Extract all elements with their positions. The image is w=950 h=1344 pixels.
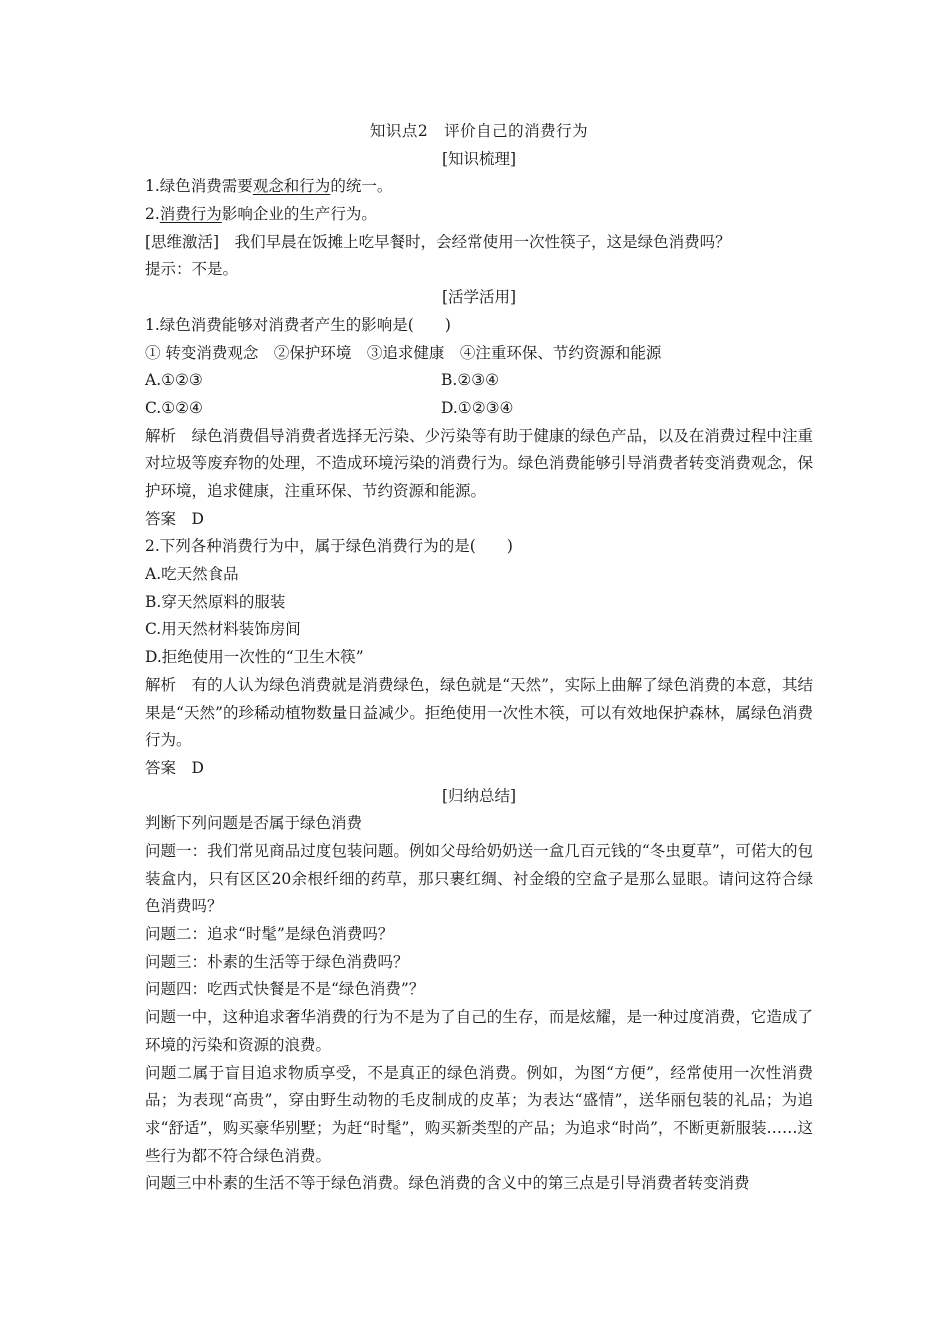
- section-heading-practice: [活学活用]: [441, 288, 517, 307]
- question-1-analysis: 解析 绿色消费倡导消费者选择无污染、少污染等有助于健康的绿色产品，以及在消费过程中注重对垃圾等废弃物的处理，不造成环境污染的消费行为。绿色消费能够引导消费者转变消费观念，保护环境，追求健康，注重环保、节约资源和能源。: [145, 426, 813, 500]
- section-heading-knowledge: [知识梳理]: [441, 149, 517, 168]
- knowledge-item-1-prefix: 1.绿色消费需要: [145, 177, 253, 196]
- question-1-items: ① 转变消费观念 ②保护环境 ③追求健康 ④注重环保、节约资源和能源: [145, 343, 662, 362]
- question-1-option-c: C.①②④: [145, 398, 203, 417]
- summary-problem-2: 问题二：追求“时髦”是绿色消费吗？: [145, 925, 394, 944]
- knowledge-item-1: [145, 173, 813, 201]
- question-2-answer: 答案 D: [145, 758, 204, 777]
- section-heading-summary: [归纳总结]: [441, 786, 517, 805]
- summary-problem-4: 问题四：吃西式快餐是不是“绿色消费”？: [145, 980, 425, 999]
- knowledge-item-2: [145, 201, 813, 229]
- thinking-activation: [思维激活] 我们早晨在饭摊上吃早餐时，会经常使用一次性筷子，这是绿色消费吗？: [145, 232, 731, 251]
- summary-problem-3: 问题三：朴素的生活等于绿色消费吗？: [145, 952, 409, 971]
- question-1-option-a: A.①②③: [145, 371, 203, 390]
- summary-answer-2: 问题二属于盲目追求物质享受，不是真正的绿色消费。例如，为图“方便”，经常使用一次性消费品；为表现“高贵”，穿由野生动物的毛皮制成的皮革；为表达“盛情”，送华丽包装的礼品；为追求“舒适”，购买豪华别墅；为赶“时髦”，购买新类型的产品；为追求“时尚”，不断更新服装……这些行为都不符合绿色消费。: [145, 1063, 813, 1165]
- knowledge-item-1-suffix: 的统一。: [330, 177, 393, 196]
- question-1-option-d: D.①②③④: [441, 398, 514, 417]
- knowledge-item-2-blank: 消费行为: [159, 205, 222, 224]
- knowledge-item-2-suffix: 影响企业的生产行为。: [221, 205, 377, 224]
- question-1-answer: 答案 D: [145, 509, 204, 528]
- question-2-option-a: A.吃天然食品: [145, 565, 239, 584]
- question-2-analysis: 解析 有的人认为绿色消费就是消费绿色，绿色就是“天然”，实际上曲解了绿色消费的本意，其结果是“天然”的珍稀动植物数量日益减少。拒绝使用一次性木筷，可以有效地保护森林，属绿色消费行为。: [145, 675, 813, 750]
- hint: 提示：不是。: [145, 260, 239, 279]
- summary-answer-3: 问题三中朴素的生活不等于绿色消费。绿色消费的含义中的第三点是引导消费者转变消费: [145, 1174, 750, 1193]
- question-2-option-d: D.拒绝使用一次性的“卫生木筷”: [145, 648, 364, 667]
- question-2-option-c: C.用天然材料装饰房间: [145, 620, 301, 639]
- page-title: 知识点2 评价自己的消费行为: [369, 122, 589, 140]
- knowledge-item-2-prefix: 2.: [145, 205, 160, 224]
- summary-problem-1: 问题一：我们常见商品过度包装问题。例如父母给奶奶送一盒几百元钱的“冬虫夏草”，可偌大的包装盒内，只有区区20余根纤细的药草，那只裹红绸、衬金缎的空盒子是那么显眼。请问这符合绿色消费吗？: [145, 841, 813, 916]
- question-1-options-row-1: [145, 367, 813, 395]
- question-1-options-row-2: [145, 395, 813, 423]
- summary-intro: 判断下列问题是否属于绿色消费: [145, 814, 363, 833]
- document-body: [145, 118, 813, 1198]
- question-2-option-b: B.穿天然原料的服装: [145, 592, 286, 611]
- question-2-stem: 2.下列各种消费行为中，属于绿色消费行为的是( ): [145, 537, 513, 556]
- question-1-option-b: B.②③④: [441, 371, 500, 390]
- summary-answer-1: 问题一中，这种追求奢华消费的行为不是为了自己的生存，而是炫耀，是一种过度消费，它造成了环境的污染和资源的浪费。: [145, 1008, 813, 1054]
- question-1-stem: 1.绿色消费能够对消费者产生的影响是( ): [145, 315, 451, 334]
- knowledge-item-1-blank: 观念和行为: [252, 177, 331, 196]
